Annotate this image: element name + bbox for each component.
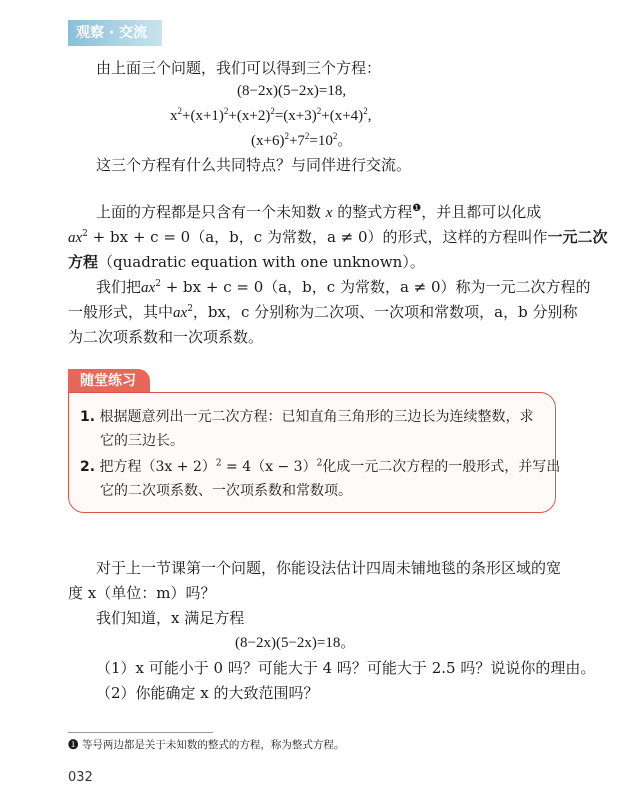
definition-line-1: 上面的方程都是只含有一个未知数 x 的整式方程$^❶$，并且都可以化成 <box>96 203 542 221</box>
exercise-item-1: 1. 根据题意列出一元二次方程：已知直角三角形的三边长为连续整数，求 <box>80 409 534 425</box>
question-2: （2）你能确定 x 的大致范围吗？ <box>96 684 319 702</box>
followup-line-2: 度 x（单位：m）吗？ <box>68 584 216 602</box>
defined-term: 一元二次 <box>547 228 608 246</box>
followup-equation: (8−2x)(5−2x)=18。 <box>235 635 356 651</box>
exercise-item-2: 2. 把方程$(3x + 2)^2 = 4(x - 3)^2$化成一元二次方程的一般形式，并写出 <box>80 458 561 475</box>
intro-lead: 由上面三个问题，我们可以得到三个方程： <box>96 59 382 77</box>
general-form-line-1: 我们把$ax^2$ + bx + c = 0（a，b，c 为常数，a ≠ 0）称为一元二次方程的 <box>96 278 591 296</box>
section-banner: 观察 · 交流 <box>68 20 162 46</box>
footnote-marker: ❶ <box>412 203 422 214</box>
page-number: 032 <box>68 770 93 785</box>
equation-2: $x^2+(x+1)^2+(x+2)^2=(x+3)^2+(x+4)^2$, <box>170 106 372 124</box>
followup-line-3: 我们知道，x 满足方程 <box>96 609 245 627</box>
equation-1: (8−2x)(5−2x)=18, <box>237 83 347 99</box>
definition-line-2: $ax^2$ + bx + c = 0（a，b，c 为常数，a ≠ 0）的形式，这样的方程叫作一元二次 <box>68 228 608 246</box>
intro-question: 这三个方程有什么共同特点？与同伴进行交流。 <box>96 156 412 174</box>
general-form-line-2: 一般形式，其中$ax^2$，bx，c 分别称为二次项、一次项和常数项，a，b 分别称 <box>68 303 578 321</box>
definition-line-3: 方程（quadratic equation with one unknown）。 <box>68 253 425 271</box>
followup-line-1: 对于上一节课第一个问题，你能设法估计四周未铺地毯的条形区域的宽 <box>96 559 562 577</box>
general-form-line-3: 为二次项系数和一次项系数。 <box>68 328 264 346</box>
equation-3: $(x+6)^2+7^2=10^2$。 <box>251 131 353 149</box>
exercise-title: 随堂练习 <box>68 369 150 393</box>
exercise-item-1-cont: 它的三边长。 <box>100 433 184 449</box>
exercise-item-2-cont: 它的二次项系数、一次项系数和常数项。 <box>100 483 352 499</box>
footnote: ❶ 等号两边都是关于未知数的整式的方程，称为整式方程。 <box>68 739 345 751</box>
footnote-divider <box>68 732 213 733</box>
question-1: （1）x 可能小于 0 吗？可能大于 4 吗？可能大于 2.5 吗？说说你的理由。 <box>96 659 596 677</box>
